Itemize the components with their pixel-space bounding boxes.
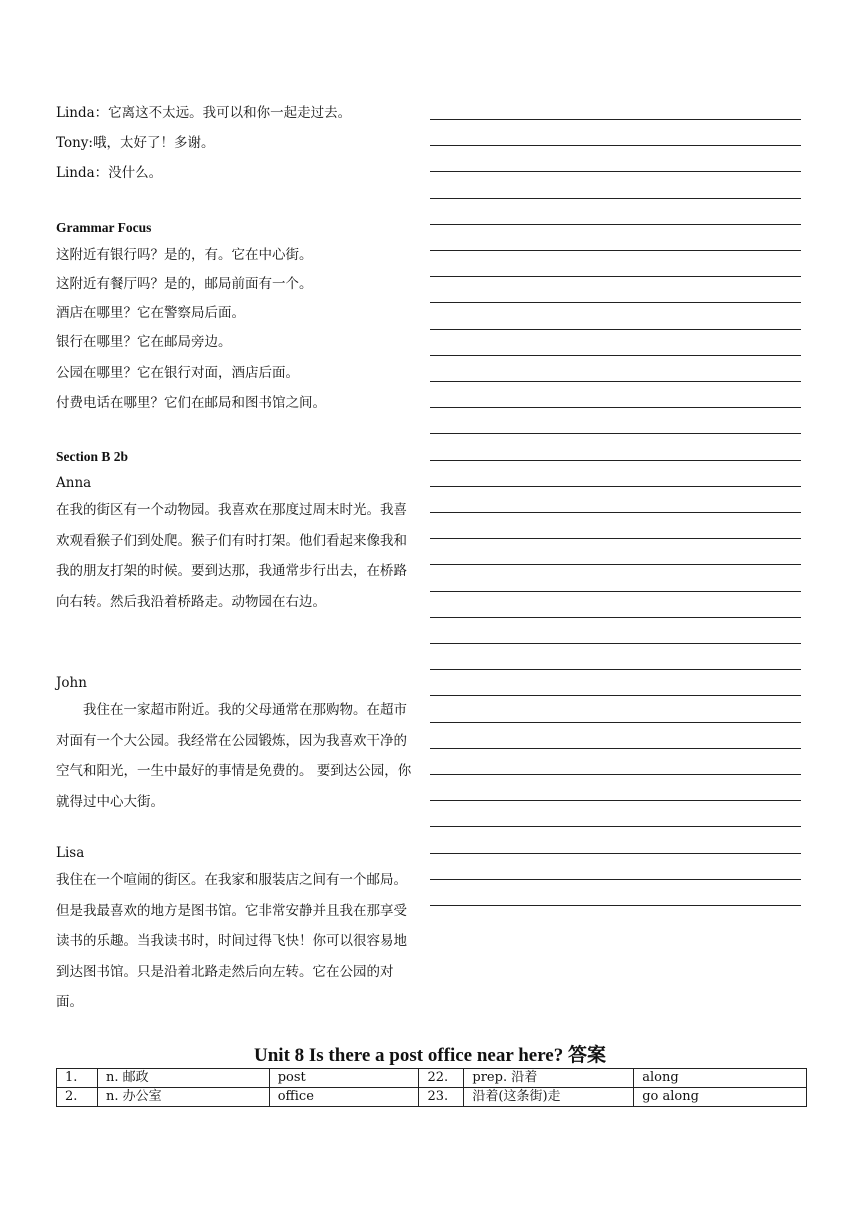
dialogue-line: Linda：它离这不太远。我可以和你一起走过去。	[56, 105, 352, 121]
grammar-line: 酒店在哪里？它在警察局后面。	[56, 305, 245, 321]
section-b-heading: Section B 2b	[56, 449, 129, 464]
answer-table	[56, 1068, 807, 1107]
grammar-line: 银行在哪里？它在邮局旁边。	[56, 334, 232, 350]
writing-rule	[430, 329, 801, 330]
table-row	[57, 1088, 807, 1107]
writing-lines	[430, 0, 801, 930]
table-cell: along	[634, 1069, 807, 1088]
speaker-name: Anna	[56, 475, 92, 491]
table-cell: 2.	[57, 1088, 98, 1107]
table-cell: 1.	[57, 1069, 98, 1088]
writing-rule	[430, 302, 801, 303]
writing-rule	[430, 381, 801, 382]
writing-rule	[430, 512, 801, 513]
table-cell: 沿着(这条街)走	[464, 1088, 634, 1107]
writing-rule	[430, 171, 801, 172]
writing-rule	[430, 198, 801, 199]
writing-rule	[430, 722, 801, 723]
grammar-line: 公园在哪里？它在银行对面，酒店后面。	[56, 365, 299, 381]
grammar-line: 付费电话在哪里？它们在邮局和图书馆之间。	[56, 395, 326, 411]
writing-rule	[430, 538, 801, 539]
answer-title: Unit 8 Is there a post office near here? 答案	[254, 1045, 606, 1066]
dialogue-line: Tony:哦，太好了！多谢。	[56, 135, 215, 151]
writing-rule	[430, 250, 801, 251]
grammar-line: 这附近有银行吗？是的，有。它在中心街。	[56, 247, 313, 263]
table-cell: prep. 沿着	[464, 1069, 634, 1088]
anna-paragraph: 在我的街区有一个动物园。我喜欢在那度过周末时光。我喜欢观看猴子们到处爬。猴子们有时打架。他们看起来像我和我的朋友打架的时候。要到达那，我通常步行出去，在桥路向右转。然后我沿着桥路走。动物园在右边。	[56, 502, 407, 610]
writing-rule	[430, 643, 801, 644]
writing-rule	[430, 774, 801, 775]
table-cell: go along	[634, 1088, 807, 1107]
writing-rule	[430, 905, 801, 906]
writing-rule	[430, 564, 801, 565]
writing-rule	[430, 433, 801, 434]
writing-rule	[430, 695, 801, 696]
writing-rule	[430, 591, 801, 592]
writing-rule	[430, 407, 801, 408]
writing-rule	[430, 460, 801, 461]
writing-rule	[430, 800, 801, 801]
table-cell: post	[269, 1069, 419, 1088]
writing-rule	[430, 355, 801, 356]
grammar-line: 这附近有餐厅吗？是的，邮局前面有一个。	[56, 276, 313, 292]
writing-rule	[430, 224, 801, 225]
writing-rule	[430, 826, 801, 827]
lisa-paragraph: 我住在一个喧闹的街区。在我家和服装店之间有一个邮局。但是我最喜欢的地方是图书馆。它非常安静并且我在那享受读书的乐趣。当我读书时，时间过得飞快！你可以很容易地到达图书馆。只是沿着北路走然后向左转。它在公园的对面。	[56, 872, 407, 1010]
table-cell: n. 办公室	[97, 1088, 269, 1107]
table-cell: 22.	[419, 1069, 464, 1088]
writing-rule	[430, 486, 801, 487]
writing-rule	[430, 853, 801, 854]
writing-rule	[430, 669, 801, 670]
table-cell: 23.	[419, 1088, 464, 1107]
writing-rule	[430, 145, 801, 146]
table-row	[57, 1069, 807, 1088]
table-cell: office	[269, 1088, 419, 1107]
writing-rule	[430, 748, 801, 749]
writing-rule	[430, 617, 801, 618]
speaker-name: John	[56, 675, 87, 691]
john-paragraph: 我住在一家超市附近。我的父母通常在那购物。在超市对面有一个大公园。我经常在公园锻炼，因为我喜欢干净的空气和阳光，一生中最好的事情是免费的。 要到达公园，你就得过中心大街。	[56, 702, 412, 810]
grammar-focus-heading: Grammar Focus	[56, 220, 152, 235]
table-cell: n. 邮政	[97, 1069, 269, 1088]
writing-rule	[430, 879, 801, 880]
speaker-name: Lisa	[56, 845, 85, 861]
writing-rule	[430, 276, 801, 277]
dialogue-line: Linda：没什么。	[56, 165, 163, 181]
writing-rule	[430, 119, 801, 120]
